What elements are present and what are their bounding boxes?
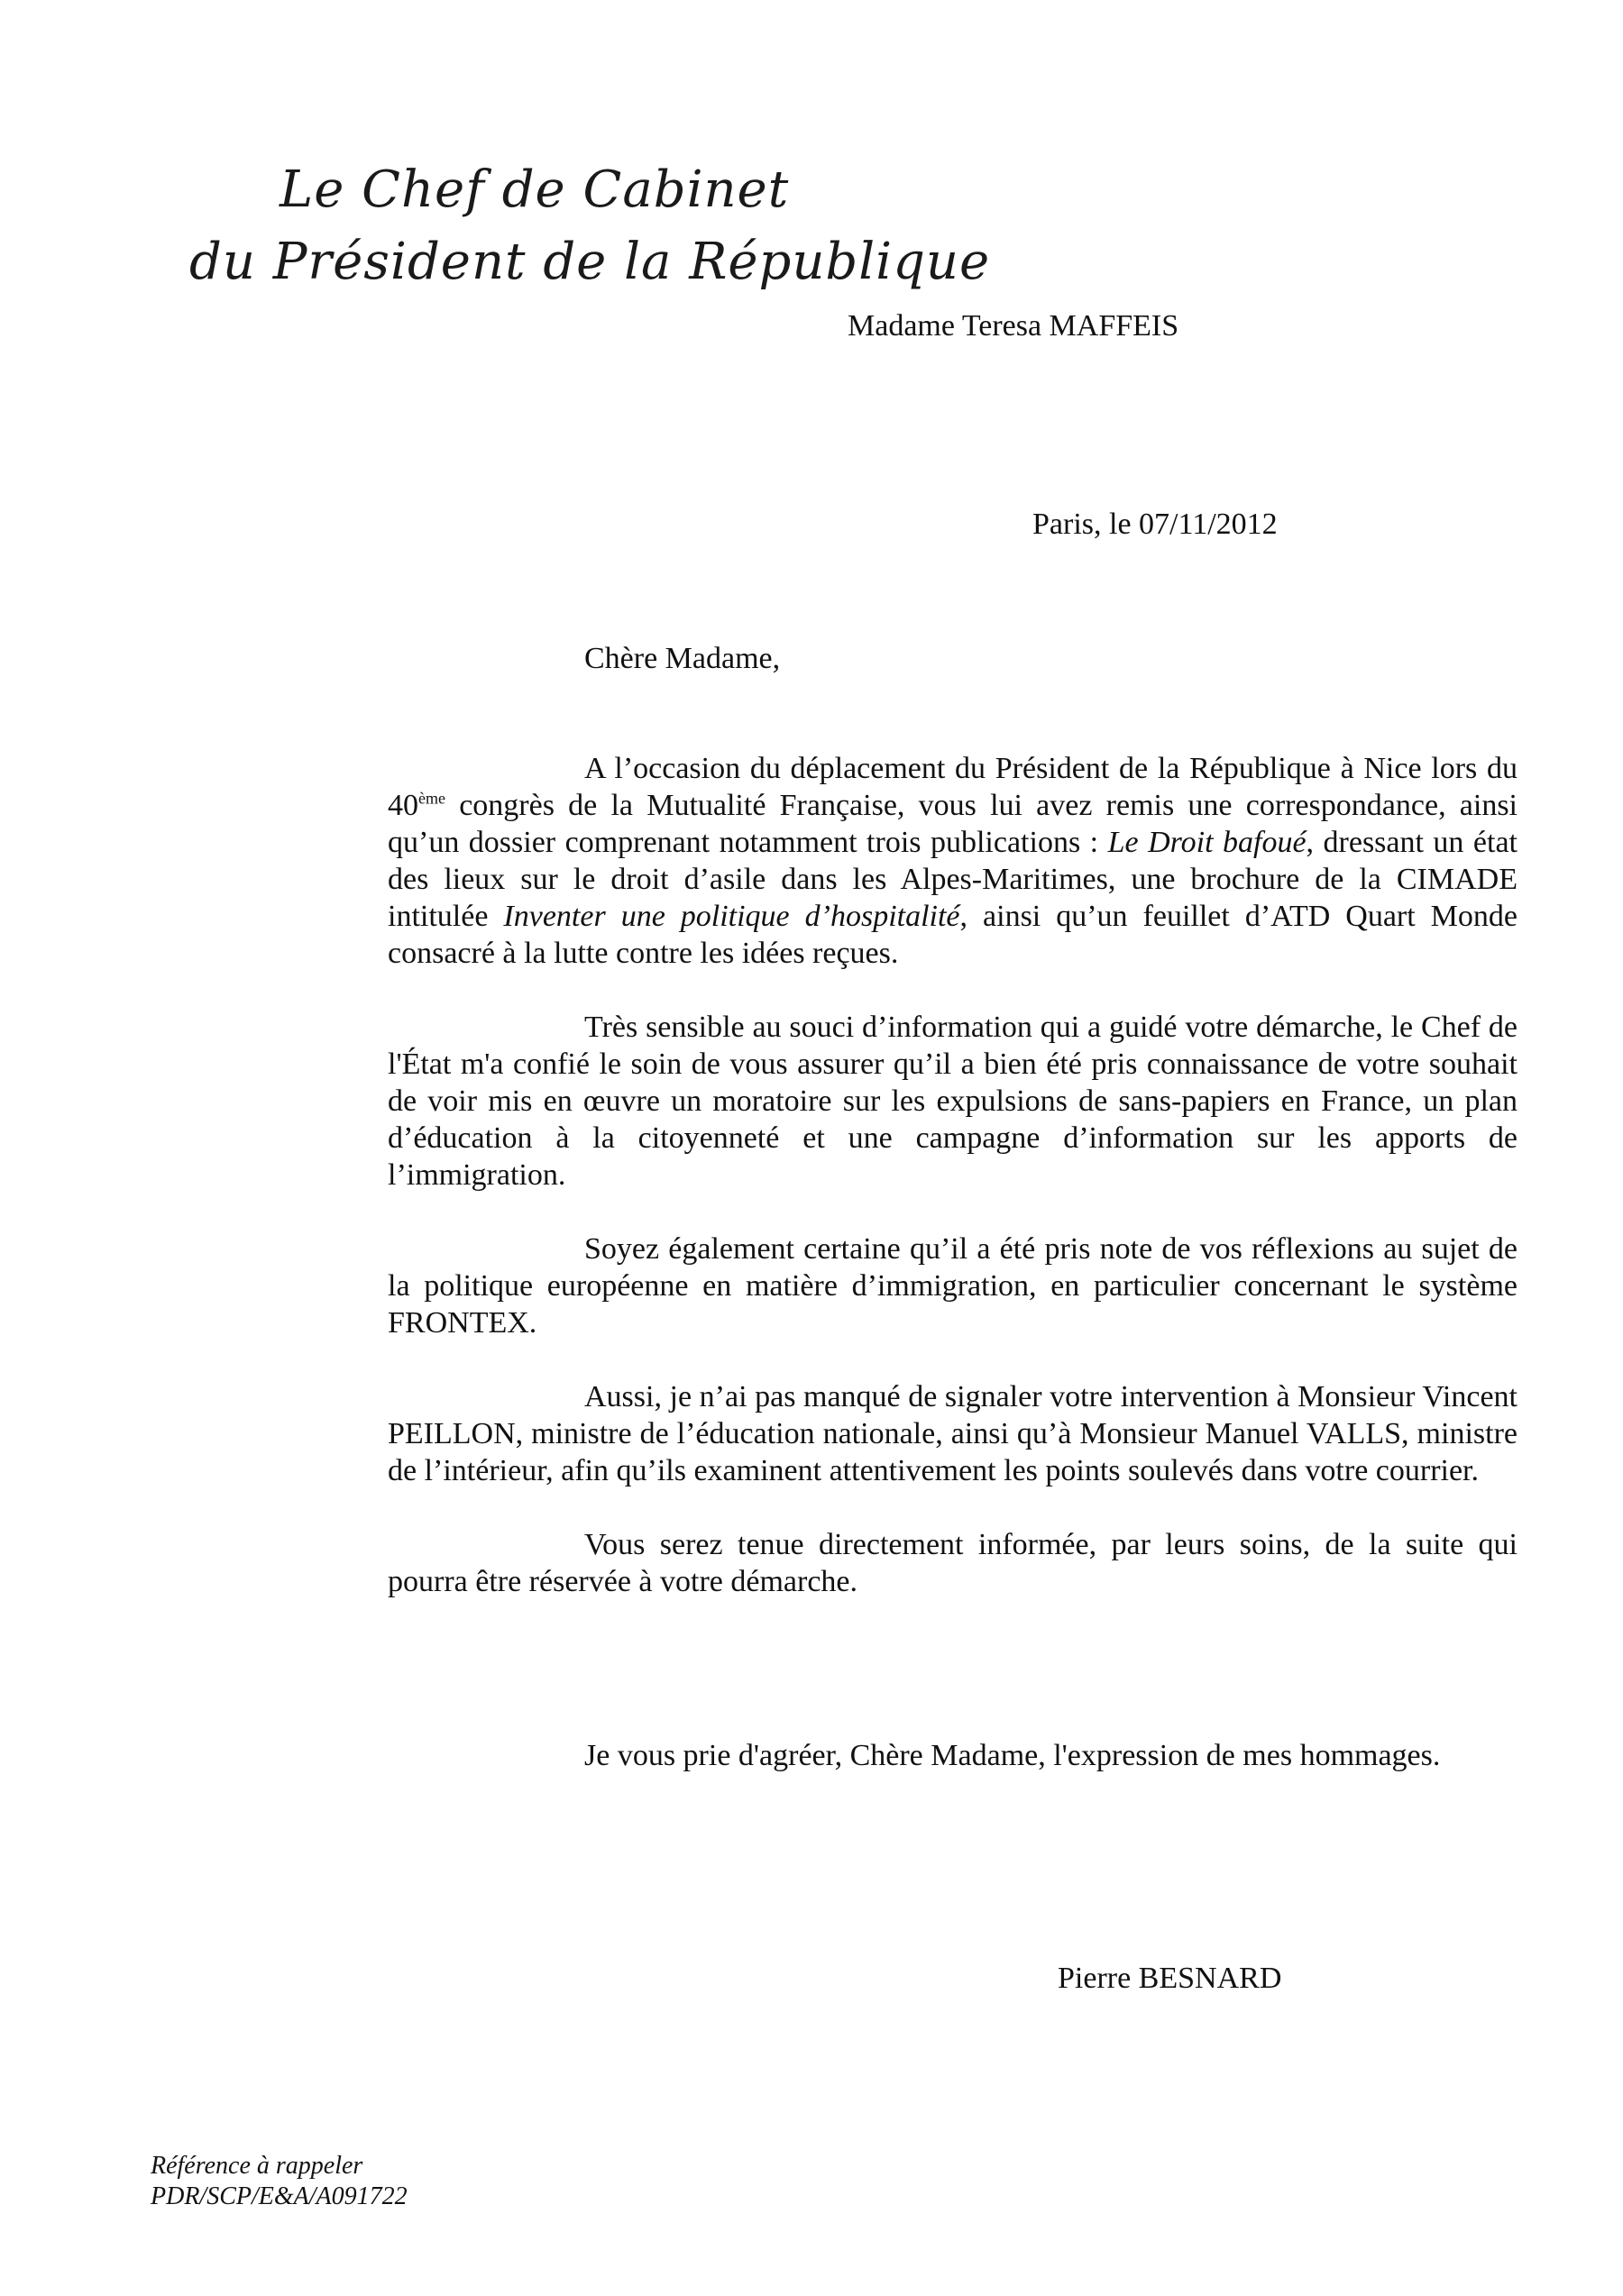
letterhead-subtitle: du Président de la République bbox=[189, 233, 991, 291]
letterhead bbox=[189, 153, 991, 306]
letter-date: Paris, le 07/11/2012 bbox=[1032, 508, 1278, 541]
reference-block bbox=[151, 2151, 408, 2212]
letterhead-title: Le Chef de Cabinet bbox=[280, 160, 790, 219]
paragraph-1-text-b: congrès de la Mutualité Française, vous lui avez remis une correspondance, ainsi qu’un dossier comprenant notamment trois publications : bbox=[388, 789, 1518, 859]
signatory-name: Pierre BESNARD bbox=[1058, 1962, 1282, 1995]
paragraph-5: Vous serez tenue directement informée, par leurs soins, de la suite qui pourra être réservée à votre démarche. bbox=[388, 1528, 1518, 1598]
closing-formula: Je vous prie d'agréer, Chère Madame, l'expression de mes hommages. bbox=[584, 1739, 1441, 1772]
publication-title-1: Le Droit bafoué bbox=[1107, 826, 1307, 859]
paragraph-3: Soyez également certaine qu’il a été pris note de vos réflexions au sujet de la politique européenne en matière d’immigration, en particulier concernant le système FRONTEX. bbox=[388, 1232, 1518, 1340]
reference-label: Référence à rappeler bbox=[151, 2152, 363, 2180]
paragraph-1-text-a: A l’occasion du déplacement du Président de la République à Nice lors du 40 bbox=[388, 752, 1518, 822]
letter-body bbox=[388, 750, 1518, 1637]
paragraph-2: Très sensible au souci d’information qui a guidé votre démarche, le Chef de l'État m'a confié le soin de vous assurer qu’il a bien été pris connaissance de votre souhait de voir mis en œuvre un moratoire sur les expulsions de sans-papiers en France, un plan d’éducation à la citoyenneté et une campagne d’information sur les apports de l’immigration. bbox=[388, 1011, 1518, 1192]
paragraph-1 bbox=[388, 750, 1518, 972]
recipient-name: Madame Teresa MAFFEIS bbox=[848, 309, 1179, 343]
publication-title-2: Inventer une politique d’hospitalité bbox=[503, 900, 960, 933]
salutation: Chère Madame, bbox=[584, 642, 781, 675]
paragraph-1-text-d: , ainsi qu’un feuillet d’ATD Quart Monde consacré à la lutte contre les idées reçues. bbox=[388, 900, 1518, 970]
reference-code: PDR/SCP/E&A/A091722 bbox=[151, 2182, 408, 2210]
superscript-ordinal: ème bbox=[418, 789, 445, 808]
paragraph-1-text-c: , dressant un état des lieux sur le droit d’asile dans les Alpes-Maritimes, une brochure de la CIMADE intitulée bbox=[388, 826, 1518, 933]
paragraph-4: Aussi, je n’ai pas manqué de signaler votre intervention à Monsieur Vincent PEILLON, ministre de l’éducation nationale, ainsi qu’à Monsieur Manuel VALLS, ministre de l’intérieur, afin qu’ils examinent attentivement les points soulevés dans votre courrier. bbox=[388, 1380, 1518, 1487]
